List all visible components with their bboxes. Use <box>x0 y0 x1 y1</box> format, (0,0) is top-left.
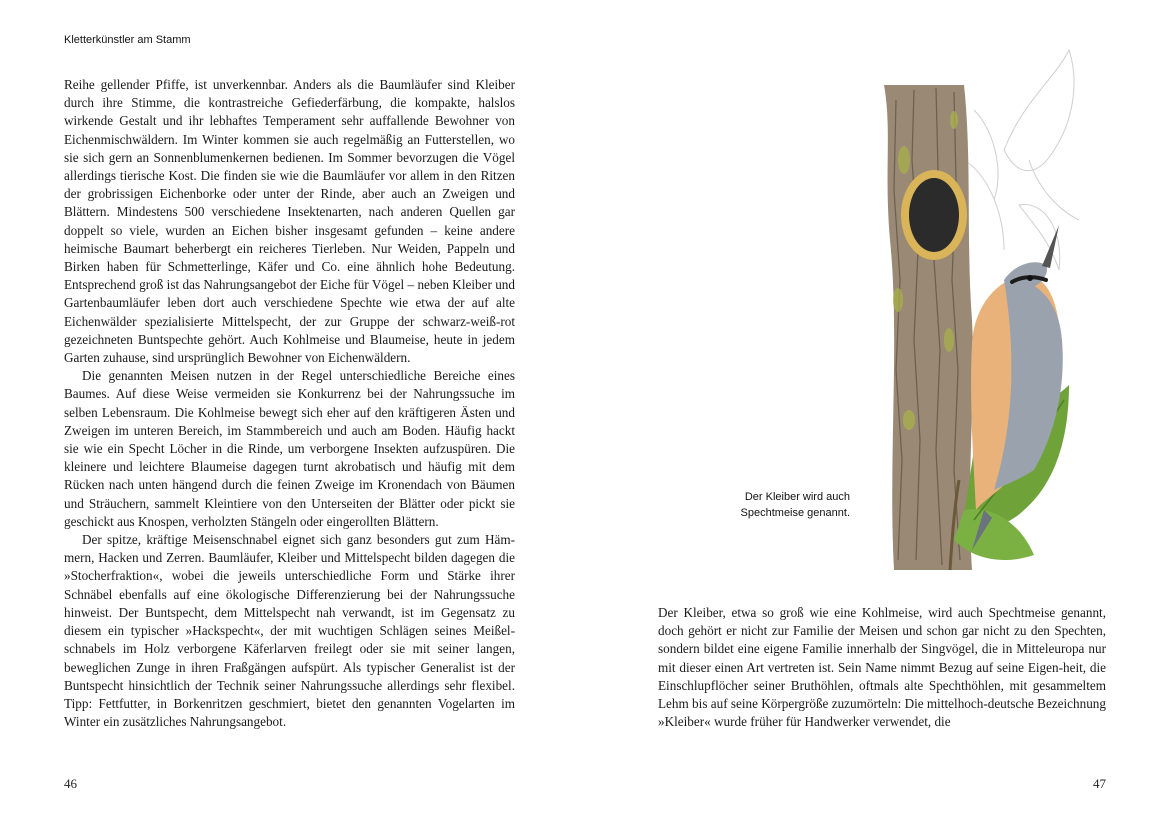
paragraph: Der Kleiber, etwa so groß wie eine Kohlmeise, wird auch Spechtmeise genannt, doch gehört er nicht zur Familie der Meisen und schon gar nicht zu den Spechten, sondern bildet eine eigene Familie innerhalb der Singvögel, die in Mitteleuropa nur mit dieser einen Art vertreten ist. Sein Name nimmt Bezug auf seine Eigen-heit, die Einschlupflöcher seiner Bruthöhlen, oftmals alte Spechthöhlen, mit gesammeltem Lehm bis auf seine Körpergröße zuzumörteln: Die mittelhoch-deutsche Bezeichnung »Kleiber« wurde früher für Handwerker verwendet, die <box>658 605 1106 730</box>
page-number-right: 47 <box>1093 776 1106 791</box>
left-body-text <box>64 76 515 731</box>
page-number-left: 46 <box>64 776 77 791</box>
caption-line: Der Kleiber wird auch <box>744 491 850 503</box>
paragraph: Der spitze, kräftige Meisenschnabel eignet sich ganz besonders gut zum Häm-mern, Hacken und Zerren. Baumläufer, Kleiber und Mittelspecht bilden dagegen die »Stocherfraktion«, wobei die jeweils unterschiedliche Form und Stärke ihrer Schnäbel ebenfalls auf eine ökologische Differenzierung bei der Nahrungssuche hinweist. Der Buntspecht, dem Mittelspecht nah verwandt, ist im Gegensatz zu diesem ein typischer »Hackspecht«, der mit wuchtigen Schlägen seines Meißel-schnabels im Holz verborgene Käferlarven freilegt oder sie mit seiner langen, beweglichen Zunge in ihren Fraßgängen aufspürt. Als typischer Generalist ist der Buntspecht hinsichtlich der Technik seiner Nahrungssuche allerdings sehr flexibel. Tipp: Fettfutter, in Borkenritzen geschmiert, bietet den genannten Vogelarten im Winter ein zusätzliches Nahrungsangebot. <box>64 532 515 730</box>
paragraph: Reihe gellender Pfiffe, ist unverkennbar. Anders als die Baumläufer sind Kleiber durch ihre Stimme, die kontrastreiche Gefiederfärbung, die kompakte, halslos wirkende Gestalt und ihr lebhaftes Temperament sehr auffallende Bewohner von Eichenmischwäldern. Im Winter kommen sie auch regelmäßig an Futterstellen, wo sie sich gern an Sonnenblumenkernen bedienen. Im Sommer bevorzugen die Vögel allerdings tierische Kost. Die finden sie wie die Baumläufer vor allem in den Ritzen der grobrissigen Eichenborke oder unter der Rinde, aber auch an Zweigen und Blättern. Mindestens 500 verschiedene Insektenarten, nach anderen Quellen gar doppelt so viele, wurden an Eichen bisher insgesamt gefunden – keine andere heimische Baumart beherbergt ein reicheres Tierleben. Nur Weiden, Pappeln und Birken haben für Schmetterlinge, Käfer und Co. eine ähnlich hohe Bedeutung. Entsprechend groß ist das Nahrungsangebot der Eiche für Vögel – neben Kleiber und Gartenbaumläufer leben dort auch verschiedene Spechte wie etwa der auf alte Eichenwälder spezialisierte Mittelspecht, der zur Gruppe der schwarz-weiß-rot gezeichneten Buntspechte gehört. Auch Kohlmeise und Blaumeise, heute in jedem Garten zuhause, sind ursprünglich Bewohner von Eichenwäldern. <box>64 77 515 366</box>
right-body-text <box>658 604 1106 731</box>
nuthatch-illustration <box>854 40 1094 580</box>
caption-line: Spechtmeise genannt. <box>740 507 850 519</box>
figure-caption <box>730 489 850 521</box>
running-header: Kletterkünstler am Stamm <box>64 34 191 46</box>
paragraph: Die genannten Meisen nutzen in der Regel unterschiedliche Bereiche eines Baumes. Auf diese Weise vermeiden sie Konkurrenz bei der Nahrungssuche im selben Lebensraum. Die Kohlmeise bewegt sich eher auf den kräftigeren Ästen und Zweigen im unteren Bereich, im Stammbereich und auch am Boden. Häufig hackt sie wie ein Specht Löcher in die Rinde, um verborgene Insekten aufzuspüren. Die kleinere und leichtere Blaumeise dagegen turnt akrobatisch und häufig mit dem Rücken nach unten hängend durch die feinen Zweige im Kronendach von Bäumen und Sträuchern, sammelt Kleintiere von den Unterseiten der Blätter oder pickt sie geschickt aus Knospen, verholzten Stängeln oder eingerollten Blättern. <box>64 368 515 529</box>
nuthatch-on-oak-trunk-icon <box>854 40 1094 580</box>
right-page <box>586 0 1172 831</box>
